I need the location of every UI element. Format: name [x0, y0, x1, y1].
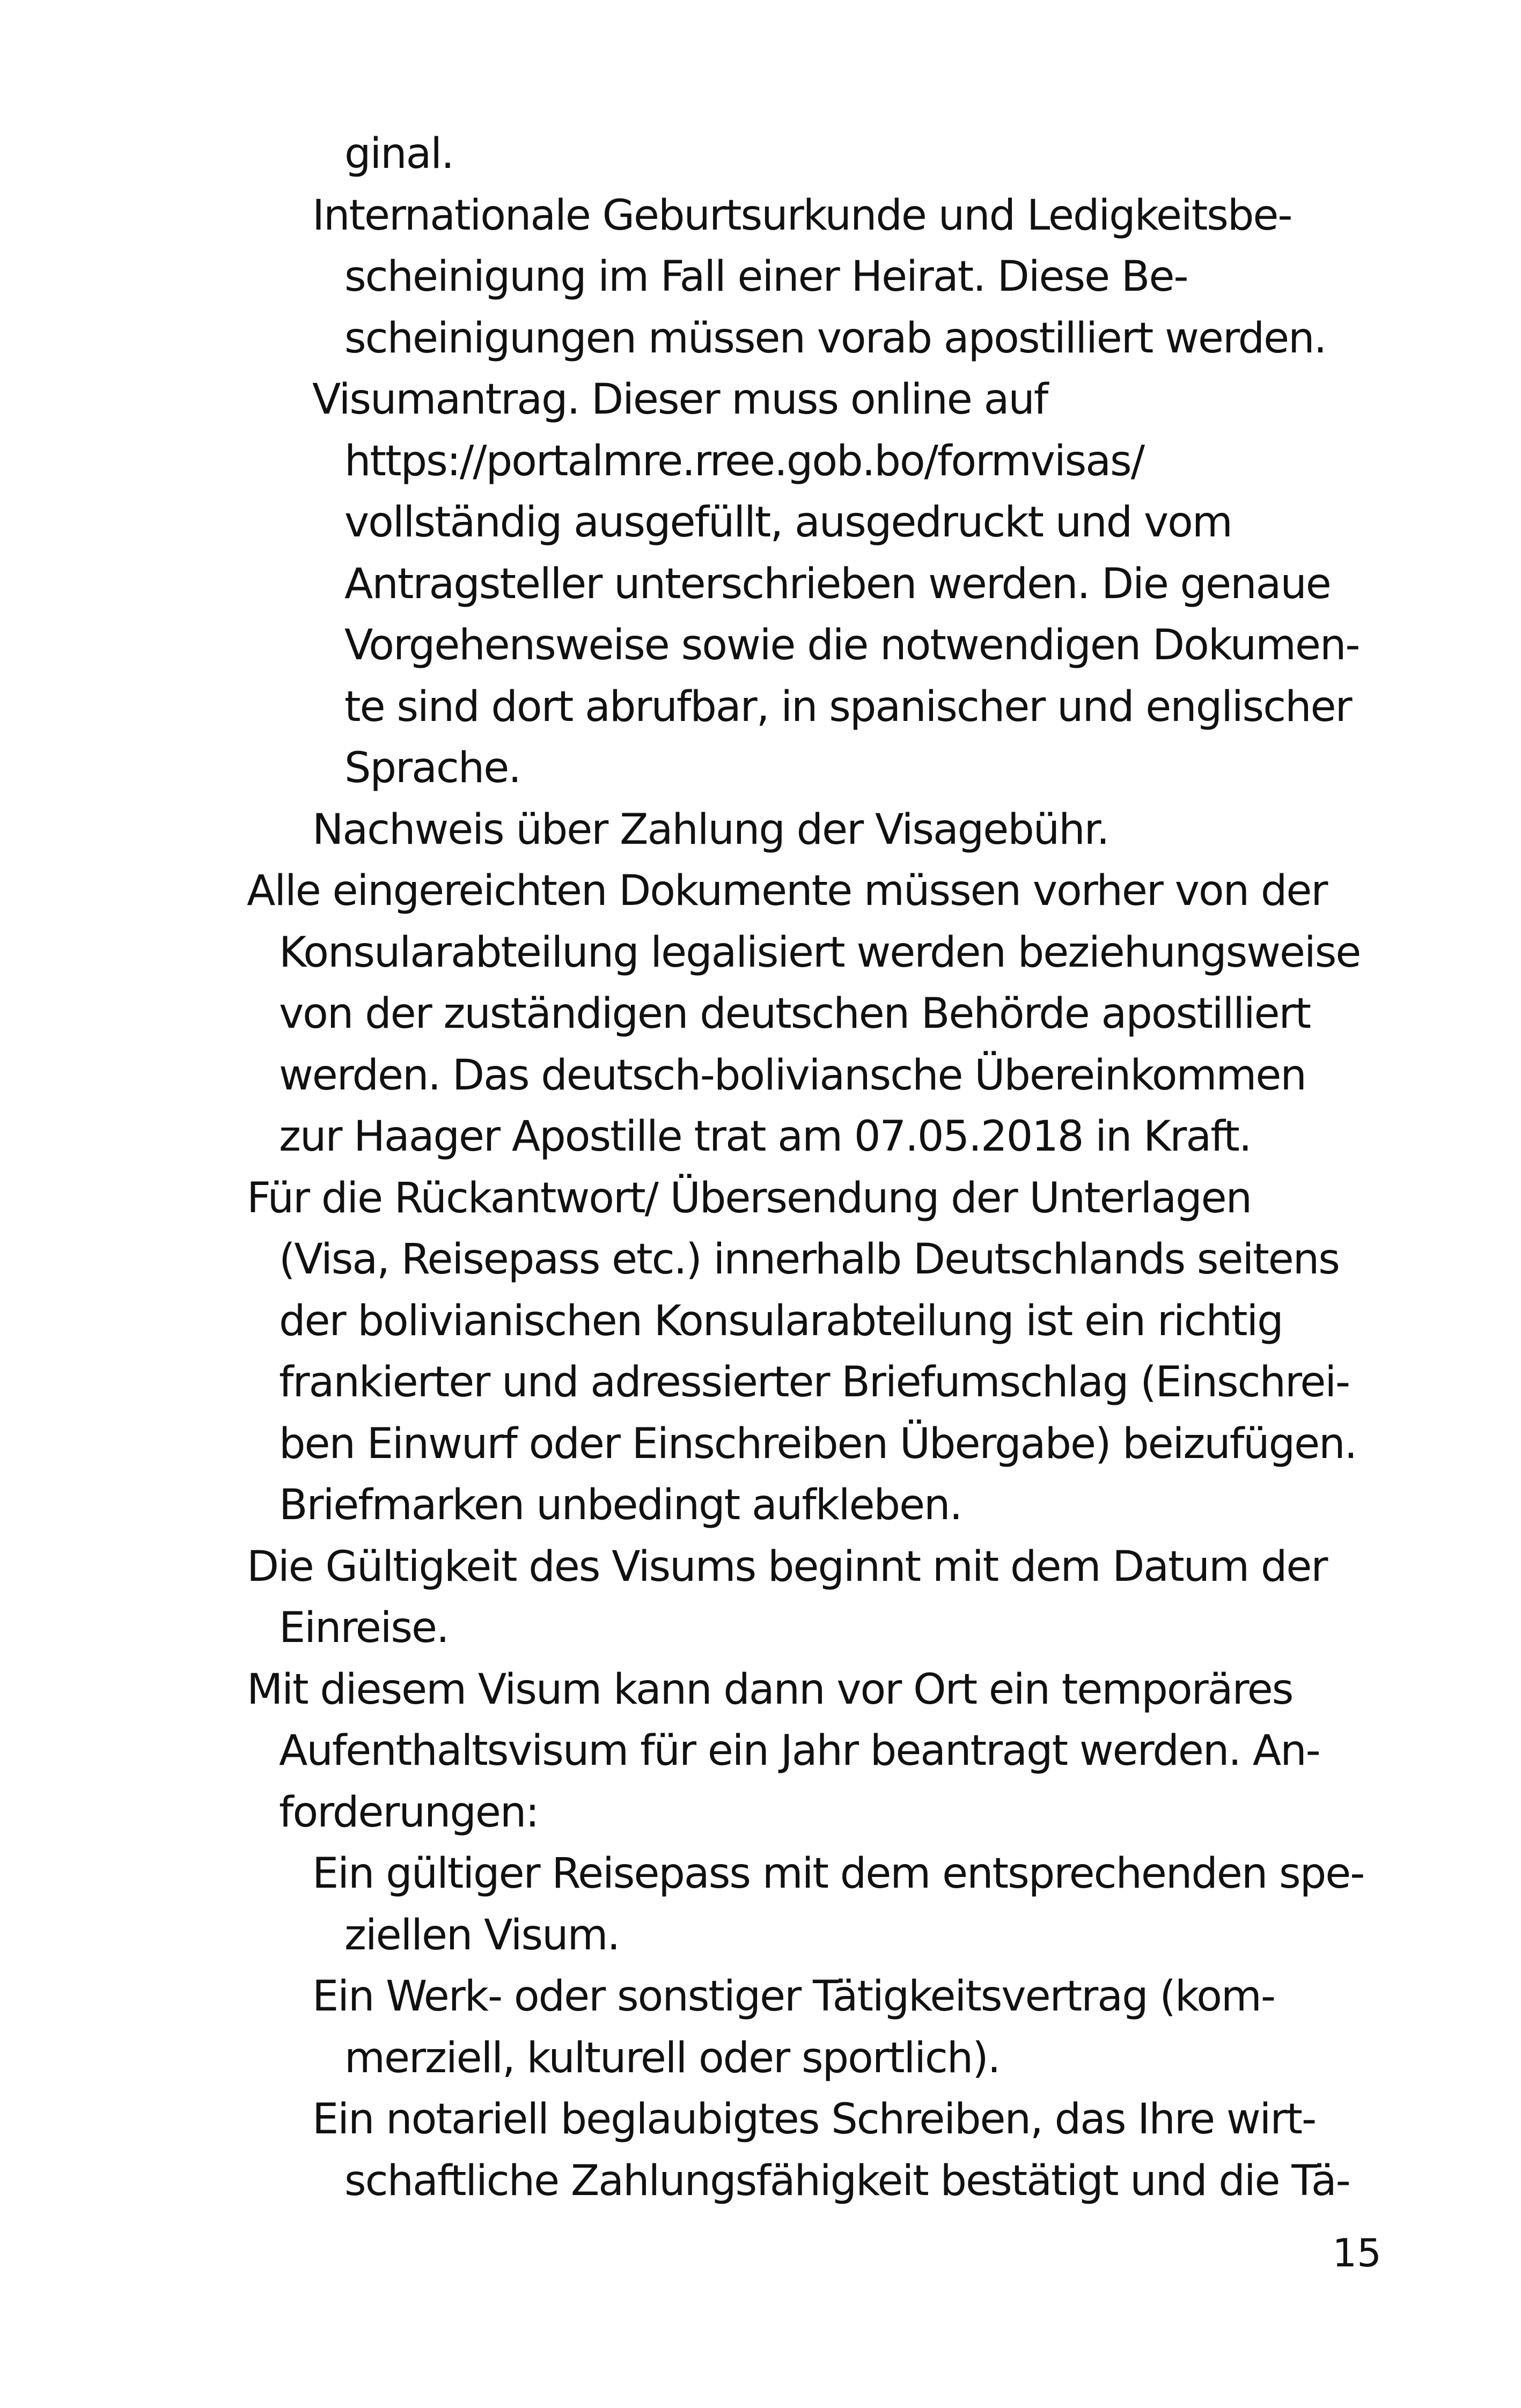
text-line: Vorgehensweise sowie die notwendigen Dokumen- — [344, 621, 1360, 669]
text-line: schaftliche Zahlungsfähigkeit bestätigt und die Tä- — [344, 2156, 1350, 2205]
text-line: ginal. — [344, 130, 453, 178]
list-item-notarized-letter: Ein notariell beglaubigtes Schreiben, das Ihre wirt- — [312, 2095, 1316, 2144]
text-line: Antragsteller unterschrieben werden. Die genaue — [344, 559, 1331, 608]
list-item-contract: Ein Werk- oder sonstiger Tätigkeitsvertrag (kom- — [312, 1972, 1275, 2021]
paragraph-residence-visa: Mit diesem Visum kann dann vor Ort ein temporäres — [247, 1665, 1293, 1714]
text-line: ziellen Visum. — [344, 1911, 620, 1960]
url-line: https://portalmre.rree.gob.bo/formvisas/ — [344, 437, 1144, 485]
text-line: von der zuständigen deutschen Behörde apostilliert — [279, 990, 1311, 1038]
text-line: te sind dort abrufbar, in spanischer und englischer — [344, 682, 1351, 731]
text-line: ben Einwurf oder Einschreiben Übergabe) beizufügen. — [279, 1419, 1357, 1468]
text-line: forderungen: — [279, 1788, 539, 1837]
text-line: Sprache. — [344, 744, 520, 792]
text-line: Einreise. — [279, 1604, 449, 1652]
text-line: frankierter und adressierter Briefumschlag (Einschrei- — [279, 1358, 1350, 1406]
list-item-visa-application: Visumantrag. Dieser muss online auf — [312, 375, 1048, 424]
text-line: (Visa, Reisepass etc.) innerhalb Deutschlands seitens — [279, 1235, 1339, 1284]
text-line: werden. Das deutsch-boliviansche Übereinkommen — [279, 1051, 1306, 1100]
text-line: merziell, kulturell oder sportlich). — [344, 2034, 1000, 2082]
text-line: Konsularabteilung legalisiert werden beziehungsweise — [279, 928, 1361, 977]
list-item-fee-proof: Nachweis über Zahlung der Visagebühr. — [312, 805, 1109, 854]
paragraph-return-shipping: Für die Rückantwort/ Übersendung der Unterlagen — [247, 1174, 1252, 1223]
text-line: zur Haager Apostille trat am 07.05.2018 in Kraft. — [279, 1113, 1251, 1161]
page-number: 15 — [1332, 2230, 1382, 2276]
page-text — [247, 123, 1382, 2212]
text-line: Internationale Geburtsurkunde und Ledigkeitsbe- — [312, 191, 1292, 240]
text-line: der bolivianischen Konsularabteilung ist ein richtig — [279, 1297, 1283, 1345]
text-line: Aufenthaltsvisum für ein Jahr beantragt werden. An- — [279, 1727, 1320, 1775]
text-line: Briefmarken unbedingt aufkleben. — [279, 1481, 962, 1529]
paragraph-validity: Die Gültigkeit des Visums beginnt mit dem Datum der — [247, 1542, 1327, 1591]
text-line: scheinigung im Fall einer Heirat. Diese Be- — [344, 253, 1188, 301]
list-item-passport: Ein gültiger Reisepass mit dem entsprechenden spe- — [312, 1850, 1364, 1898]
text-line: scheinigungen müssen vorab apostilliert werden. — [344, 314, 1326, 363]
paragraph-documents: Alle eingereichten Dokumente müssen vorher von der — [247, 867, 1327, 915]
text-line: vollständig ausgefüllt, ausgedruckt und vom — [344, 498, 1232, 547]
list-item-birth-certificate — [312, 185, 1382, 247]
